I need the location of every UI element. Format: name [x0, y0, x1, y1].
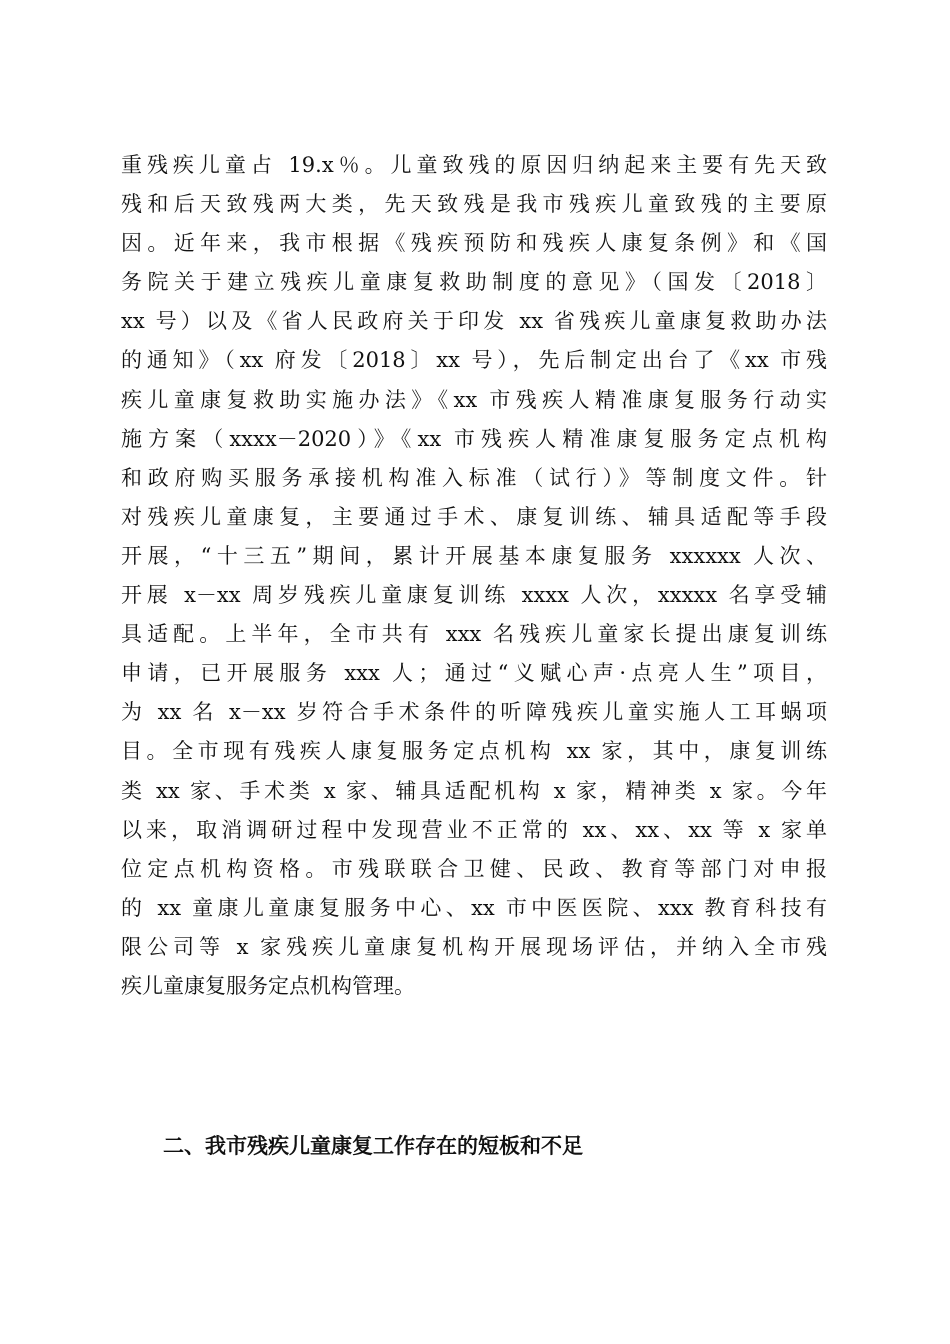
text-line: 和政府购买服务承接机构准入标准（试行）》等制度文件。针 — [121, 465, 827, 490]
text-line: 因。近年来，我市根据《残疾预防和残疾人康复条例》和《国 — [121, 231, 827, 256]
text-line: 开展 x－xx 周岁残疾儿童康复训练 xxxx 人次，xxxxx 名享受辅 — [121, 583, 827, 608]
text-line: 目。全市现有残疾人康复服务定点机构 xx 家，其中，康复训练 — [121, 739, 827, 764]
text-line: 的通知》（xx 府发〔2018〕xx 号），先后制定出台了《xx 市残 — [121, 348, 827, 373]
text-line: 重残疾儿童占 19.x％。儿童致残的原因归纳起来主要有先天致 — [121, 153, 827, 177]
text-line: 申请，已开展服务 xxx 人；通过“义赋心声·点亮人生”项目， — [121, 661, 827, 686]
text-line: 限公司等 x 家残疾儿童康复机构开展现场评估，并纳入全市残 — [121, 934, 827, 959]
section-heading: 二、我市残疾儿童康复工作存在的短板和不足 — [163, 1134, 583, 1158]
text-line: 的 xx 童康儿童康复服务中心、xx 市中医医院、xxx 教育科技有 — [121, 895, 827, 920]
text-line: 疾儿童康复服务定点机构管理。 — [121, 973, 415, 998]
text-line: 位定点机构资格。市残联联合卫健、民政、教育等部门对申报 — [121, 856, 827, 881]
text-line: 施方案（xxxx－2020）》《xx 市残疾人精准康复服务定点机构 — [121, 426, 827, 451]
text-line: 开展，“十三五”期间，累计开展基本康复服务 xxxxxx 人次、 — [121, 543, 827, 568]
text-line: 疾儿童康复救助实施办法》《xx 市残疾人精准康复服务行动实 — [121, 387, 827, 412]
text-line: 为 xx 名 x－xx 岁符合手术条件的听障残疾儿童实施人工耳蜗项 — [121, 700, 827, 725]
text-line: xx 号）以及《省人民政府关于印发 xx 省残疾儿童康复救助办法 — [121, 309, 827, 334]
text-line: 残和后天致残两大类，先天致残是我市残疾儿童致残的主要原 — [121, 192, 827, 217]
body-paragraph — [121, 146, 827, 1006]
text-line: 以来，取消调研过程中发现营业不正常的 xx、xx、xx 等 x 家单 — [121, 817, 827, 842]
text-line: 对残疾儿童康复，主要通过手术、康复训练、辅具适配等手段 — [121, 504, 827, 529]
text-line: 类 xx 家、手术类 x 家、辅具适配机构 x 家，精神类 x 家。今年 — [121, 778, 827, 803]
text-line: 务院关于建立残疾儿童康复救助制度的意见》（国发〔2018〕 — [121, 270, 827, 295]
text-line: 具适配。上半年，全市共有 xxx 名残疾儿童家长提出康复训练 — [121, 622, 827, 647]
